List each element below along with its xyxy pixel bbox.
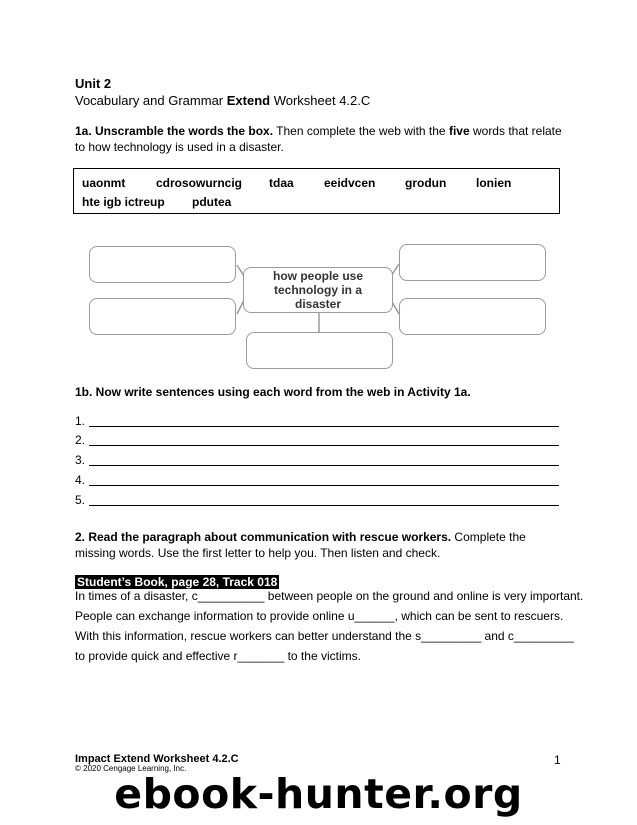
- scrambled-word: grodun: [405, 176, 447, 190]
- answer-rule[interactable]: [89, 445, 559, 446]
- sentence-line-1[interactable]: 1.: [75, 414, 85, 428]
- sentence-line-5[interactable]: 5.: [75, 493, 85, 507]
- unit-heading: Unit 2: [75, 76, 112, 91]
- paragraph-line: to provide quick and effective r_______ to the victims.: [75, 649, 361, 663]
- watermark: ebook-hunter.org: [114, 770, 523, 818]
- activity-1b-instruction: 1b. Now write sentences using each word from the web in Activity 1a.: [75, 385, 471, 399]
- scrambled-word: tdaa: [269, 176, 294, 190]
- paragraph-line: With this information, rescue workers can better understand the s_________ and c_________: [75, 629, 574, 643]
- sentence-line-3[interactable]: 3.: [75, 453, 85, 467]
- word-web: [0, 0, 637, 400]
- paragraph-line: In times of a disaster, c__________ between people on the ground and online is very important.: [75, 589, 584, 603]
- web-answer-box[interactable]: [399, 244, 546, 281]
- web-answer-box[interactable]: [399, 298, 546, 335]
- scrambled-word: cdrosowurncig: [156, 176, 243, 190]
- web-answer-box[interactable]: [246, 332, 393, 369]
- scrambled-word: eeidvcen: [324, 176, 376, 190]
- paragraph-line: People can exchange information to provide online u______, which can be sent to rescuers.: [75, 609, 564, 623]
- sentence-line-2[interactable]: 2.: [75, 433, 85, 447]
- web-center-topic: how people use technology in a disaster: [243, 267, 393, 313]
- answer-rule[interactable]: [89, 465, 559, 466]
- answer-rule[interactable]: [89, 505, 559, 506]
- activity-2-instruction: 2. Read the paragraph about communication with rescue workers. Complete the missing words. Use the first letter to help you. Then listen and check.: [75, 530, 526, 560]
- scrambled-word: pdutea: [192, 195, 232, 209]
- answer-rule[interactable]: [89, 485, 559, 486]
- web-answer-box[interactable]: [89, 298, 236, 335]
- answer-rule[interactable]: [89, 426, 559, 427]
- sentence-line-4[interactable]: 4.: [75, 473, 85, 487]
- activity-1a-instruction: 1a. Unscramble the words the box. Then complete the web with the five words that relate to how technology is used in a disaster.: [75, 124, 562, 154]
- scrambled-word: lonien: [476, 176, 512, 190]
- page-number: 1: [554, 753, 561, 767]
- footer-title: Impact Extend Worksheet 4.2.C: [75, 753, 239, 765]
- scrambled-word: uaonmt: [82, 176, 126, 190]
- footer-copyright: © 2020 Cengage Learning, Inc.: [75, 764, 187, 773]
- scrambled-word: hte igb ictreup: [82, 195, 165, 209]
- web-answer-box[interactable]: [89, 246, 236, 283]
- worksheet-title: Vocabulary and Grammar Extend Worksheet 4.2.C: [75, 93, 371, 108]
- track-label: Student’s Book, page 28, Track 018: [77, 575, 278, 589]
